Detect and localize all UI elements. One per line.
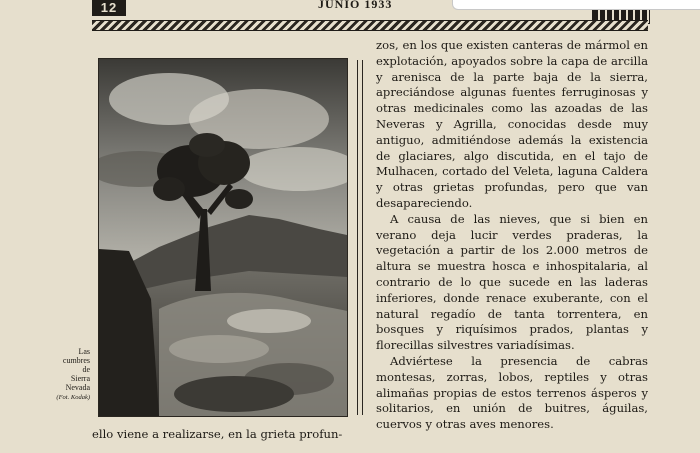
caption-line: de [82,365,90,374]
caption-line: Las [78,347,90,356]
article-paragraph: ello viene a realizarse, en la grieta profun- [92,427,343,441]
viewer-overlay-bar [452,0,700,10]
article-paragraph: A causa de las nieves, que si bien en verano deja lucir verdes praderas, la vegetación a partir de los 2.000 metros de altura se muestra hosca e inhospitalaria, al contrario de lo que sucede en las laderas inferiores, donde renace exuberante, con el natural regadío de tanta torrentera, en bosques y riquísimos prados, plantas y florecillas silvestres variadísimas. [376,211,648,353]
issue-date: JUNIO 1933 [318,0,393,11]
photo-caption [30,347,90,402]
landscape-photo [98,58,348,417]
page-number: 12 [92,0,126,16]
caption-line: cumbres [62,356,90,365]
article-paragraph: zos, en los que existen canteras de mármol en explotación, apoyados sobre la capa de arcilla y arenisca de la parte baja de la sierra, apreciándose algunas fuentes ferruginosas y otras medicinales como las azoadas de las Neveras y Agrilla, conocidas desde muy antiguo, admitiéndose además la existencia de glaciares, algo discutida, en el tajo de Mulhacen, cortado del Veleta, laguna Caldera y otras grietas profundas, pero que van desapareciendo. [376,38,648,210]
article-column-left [92,427,360,443]
photo-credit: (Fot. Kodak) [56,394,90,401]
caption-line: Nevada [65,383,90,392]
header-decorative-band [92,20,648,31]
article-paragraph: Adviértese la presencia de cabras montesas, zorras, lobos, reptiles y otras alimañas propias de estos terrenos ásperos y solitarios, en unión de buitres, águilas, cuervos y otras aves menores. [376,353,648,432]
article-column-right [376,38,648,433]
column-divider [357,60,363,415]
caption-line: Sierra [70,374,90,383]
